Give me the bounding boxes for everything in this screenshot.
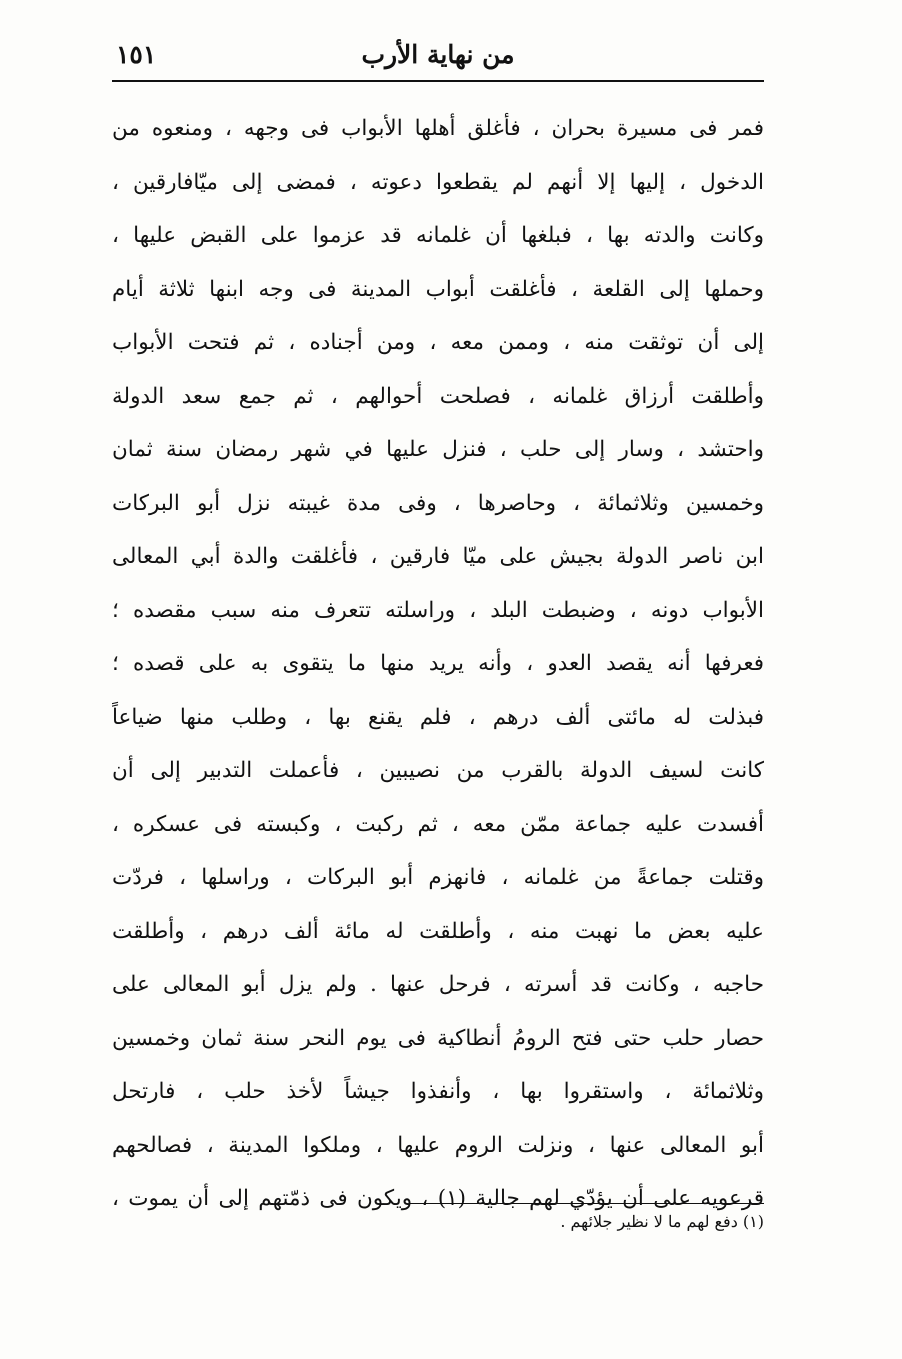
text-line: وقتلت جماعةً من غلمانه ، فانهزم أبو البركات ، وراسلها ، فردّت xyxy=(112,865,764,890)
text-line: وخمسين وثلاثمائة ، وحاصرها ، وفى مدة غيبته نزل أبو البركات xyxy=(112,490,764,516)
text-line: كانت لسيف الدولة بالقرب من نصيبين ، فأعملت التدبير إلى أن xyxy=(112,758,764,783)
text-line: واحتشد ، وسار إلى حلب ، فنزل عليها في شهر رمضان سنة ثمان xyxy=(112,437,764,462)
text-line: حاجبه ، وكانت قد أسرته ، فرحل عنها . ولم يزل أبو المعالى على xyxy=(112,972,764,997)
text-line: حصار حلب حتى فتح الرومُ أنطاكية فى يوم النحر سنة ثمان وخمسين xyxy=(112,1025,764,1051)
text-line: فمر فى مسيرة بحران ، فأغلق أهلها الأبواب فى وجهه ، ومنعوه من xyxy=(112,116,764,141)
text-line: عليه بعض ما نهبت منه ، وأطلقت له مائة ألف درهم ، وأطلقت xyxy=(112,918,764,944)
text-line: أبو المعالى عنها ، ونزلت الروم عليها ، وملكوا المدينة ، فصالحهم xyxy=(112,1132,764,1158)
footnote-rule xyxy=(410,1203,764,1204)
text-line: فبذلت له مائتى ألف درهم ، فلم يقنع بها ، وطلب منها ضياعاً xyxy=(112,704,764,730)
text-line: وحملها إلى القلعة ، فأغلقت أبواب المدينة فى وجه ابنها ثلاثة أيام xyxy=(112,276,764,302)
body-text xyxy=(112,102,764,1226)
text-line: قرعويه على أن يؤدّي لهم جالية (١) ، ويكون فى ذمّتهم إلى أن يموت ، xyxy=(112,1186,764,1211)
text-line: وكانت والدته بها ، فبلغها أن غلمانه قد عزموا على القبض عليها ، xyxy=(112,223,764,248)
text-line: الأبواب دونه ، وضبطت البلد ، وراسلته تتعرف منه سبب مقصده ؛ xyxy=(112,597,764,623)
text-line: أفسدت عليه جماعة ممّن معه ، ثم ركبت ، وكبسته فى عسكره ، xyxy=(112,811,764,837)
header-rule xyxy=(112,80,764,82)
text-line: ابن ناصر الدولة بجيش على ميّا فارقين ، فأغلقت والدة أبي المعالى xyxy=(112,544,764,569)
footnote: (١) دفع لهم ما لا نظير جلائهم . xyxy=(560,1212,764,1231)
text-line: فعرفها أنه يقصد العدو ، وأنه يريد منها ما يتقوى به على قصده ؛ xyxy=(112,651,764,676)
text-line: وأطلقت أرزاق غلمانه ، فصلحت أحوالهم ، ثم جمع سعد الدولة xyxy=(112,383,764,409)
page-number: ١٥١ xyxy=(116,40,157,69)
page-header xyxy=(112,36,764,76)
running-title: من نهاية الأرب xyxy=(361,40,515,69)
text-line: الدخول ، إليها إلا أنهم لم يقطعوا دعوته ، فمضى إلى ميّافارقين ، xyxy=(112,169,764,195)
text-line: وثلاثمائة ، واستقروا بها ، وأنفذوا جيشاً لأخذ حلب ، فارتحل xyxy=(112,1079,764,1104)
text-line: إلى أن توثقت منه ، وممن معه ، ومن أجناده ، ثم فتحت الأبواب xyxy=(112,330,764,355)
